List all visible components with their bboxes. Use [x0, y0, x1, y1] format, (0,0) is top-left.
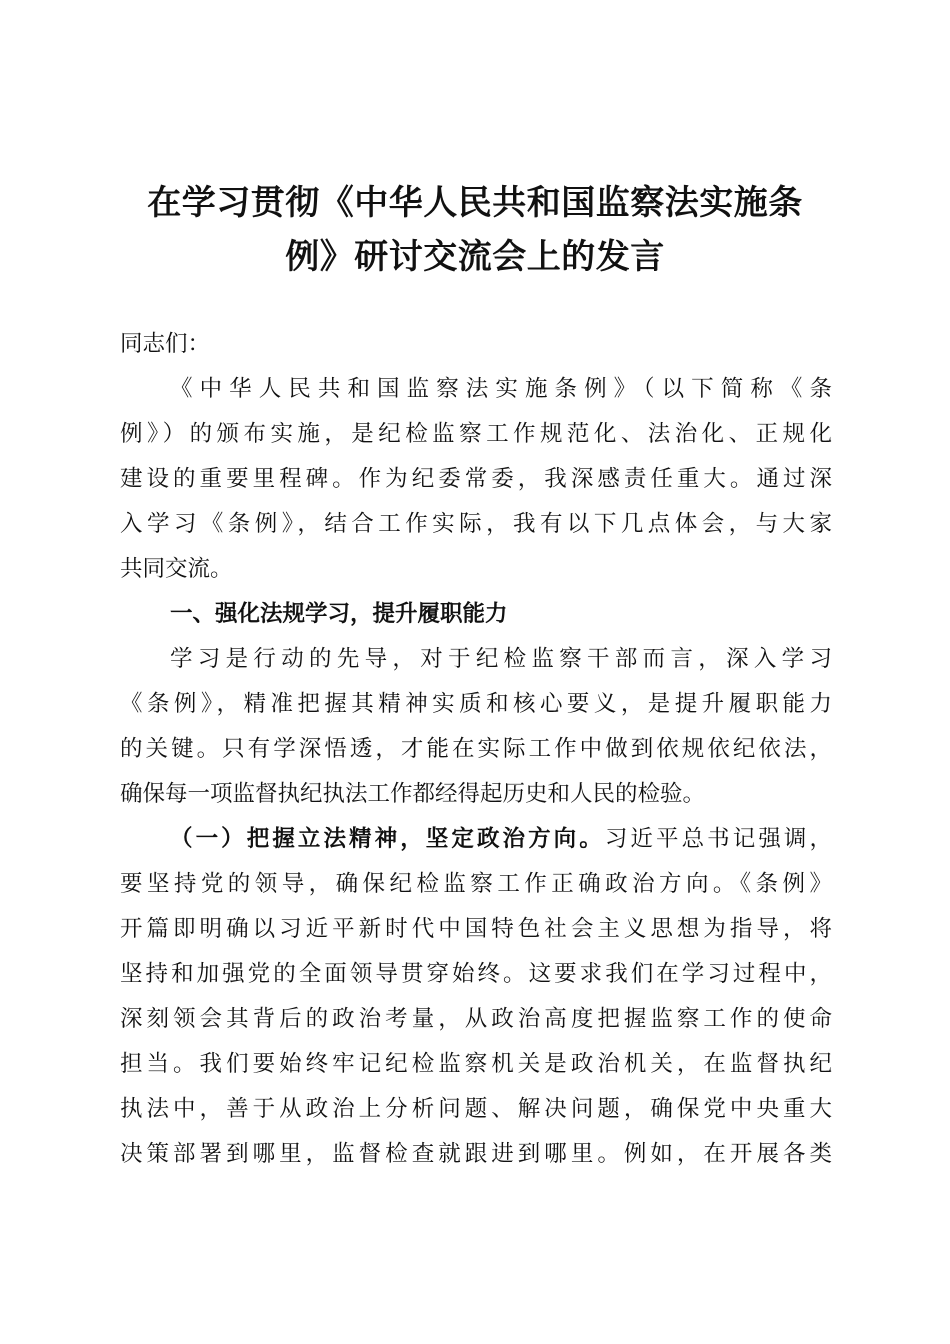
- subsection-line: 坚持和加强党的全面领导贯穿始终。这要求我们在学习过程中，: [120, 961, 832, 987]
- subsection-line: 担当。我们要始终牢记纪检监察机关是政治机关，在监督执纪: [120, 1051, 832, 1077]
- document-body: [120, 322, 832, 1177]
- subsection-line: 要坚持党的领导，确保纪检监察工作正确政治方向。《条例》: [120, 871, 832, 897]
- subsection-first-rest: 习近平总书记强调，: [604, 826, 832, 852]
- subsection-line: 开篇即明确以习近平新时代中国特色社会主义思想为指导，将: [120, 916, 832, 942]
- intro-line: 《中华人民共和国监察法实施条例》（以下简称《条: [170, 376, 832, 402]
- subsection-lead: （一）把握立法精神，坚定政治方向。: [170, 826, 605, 852]
- subsection-line: 决策部署到哪里，监督检查就跟进到哪里。例如，在开展各类: [120, 1141, 832, 1167]
- title-line-2: 例》研讨交流会上的发言: [285, 237, 665, 277]
- title-line-1: 在学习贯彻《中华人民共和国监察法实施条: [147, 183, 803, 223]
- document-title: [110, 176, 840, 284]
- subsection-first-line: [120, 817, 832, 862]
- intro-line: 例》）的颁布实施，是纪检监察工作规范化、法治化、正规化: [120, 421, 832, 447]
- salutation: 同志们：: [120, 331, 211, 357]
- subsection-line: 深刻领会其背后的政治考量，从政治高度把握监察工作的使命: [120, 1006, 832, 1032]
- intro-line: 共同交流。: [120, 556, 233, 582]
- section-line: 学习是行动的先导，对于纪检监察干部而言，深入学习: [170, 646, 832, 672]
- intro-line: 建设的重要里程碑。作为纪委常委，我深感责任重大。通过深: [120, 466, 832, 492]
- section-line: 的关键。只有学深悟透，才能在实际工作中做到依规依纪依法，: [120, 736, 832, 762]
- subsection-line: 执法中，善于从政治上分析问题、解决问题，确保党中央重大: [120, 1096, 832, 1122]
- intro-line: 入学习《条例》，结合工作实际，我有以下几点体会，与大家: [120, 511, 832, 537]
- section-heading: 一、强化法规学习，提升履职能力: [170, 601, 508, 627]
- section-line: 确保每一项监督执纪执法工作都经得起历史和人民的检验。: [120, 781, 706, 807]
- section-line: 《条例》，精准把握其精神实质和核心要义，是提升履职能力: [120, 691, 832, 717]
